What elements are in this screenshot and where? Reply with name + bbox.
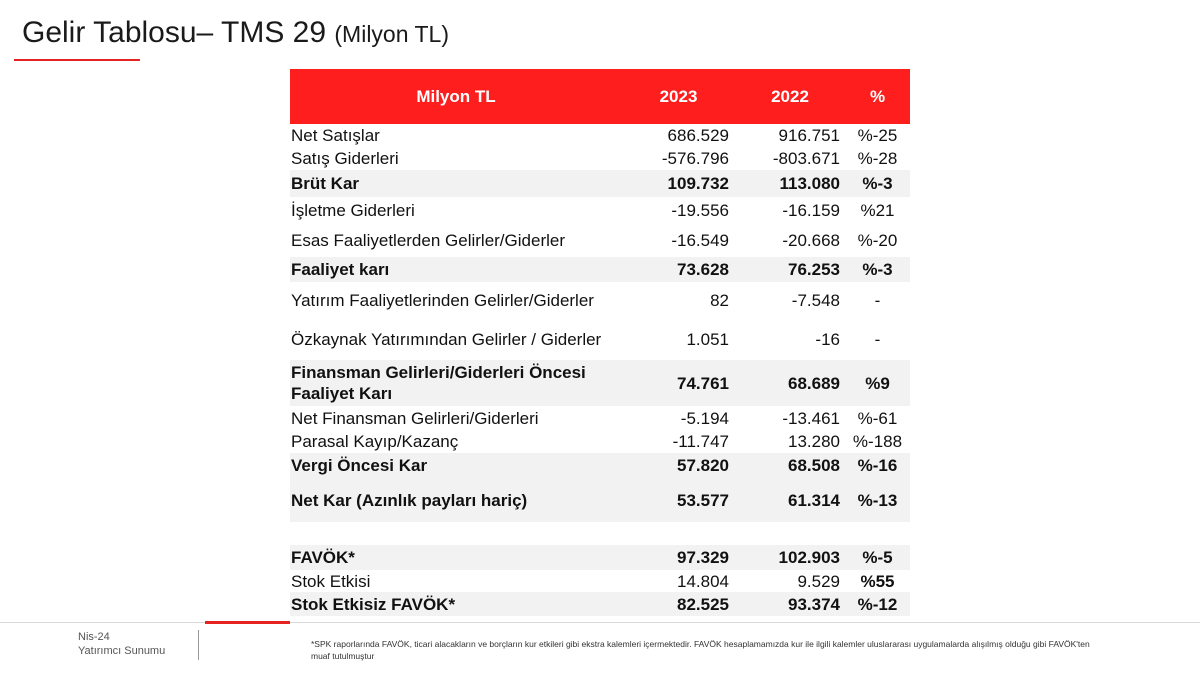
- value-2023: 14.804: [677, 571, 729, 591]
- value-2023: 74.761: [622, 360, 735, 406]
- value-percent: %-3: [845, 257, 910, 282]
- value-2022: 61.314: [735, 478, 845, 522]
- value-percent: %-25: [857, 126, 898, 145]
- value-percent: %-13: [845, 478, 910, 522]
- table-row: [290, 224, 910, 257]
- header-percent: %: [845, 69, 910, 124]
- row-label: Net Finansman Gelirleri/Giderleri: [291, 408, 539, 428]
- page-title-unit: (Milyon TL): [334, 21, 449, 47]
- value-2022: -13.461: [782, 408, 840, 428]
- value-2023: -5.194: [680, 408, 729, 428]
- value-2023: -16.549: [671, 231, 729, 250]
- table-body: [290, 124, 910, 616]
- value-2022: 113.080: [735, 170, 845, 197]
- income-statement-table: [290, 69, 910, 616]
- value-percent: %-28: [857, 149, 898, 168]
- value-2022: -803.671: [772, 149, 840, 168]
- value-percent: %-16: [845, 453, 910, 478]
- row-label: Parasal Kayıp/Kazanç: [291, 432, 459, 451]
- value-2023: [622, 522, 735, 545]
- value-2022: 916.751: [778, 126, 840, 145]
- row-label: Stok Etkisi: [291, 571, 371, 591]
- row-label: Brüt Kar: [290, 170, 622, 197]
- table-row: [290, 360, 910, 406]
- value-2022: -20.668: [782, 231, 840, 250]
- value-percent: %-5: [845, 545, 910, 570]
- table-row: [290, 545, 910, 570]
- table-row: [290, 147, 910, 170]
- footer-date: Nis-24: [78, 631, 110, 643]
- table-row: [290, 319, 910, 360]
- value-2022: 76.253: [735, 257, 845, 282]
- table-row: [290, 197, 910, 224]
- page-title: [22, 16, 449, 50]
- value-2023: -19.556: [671, 201, 729, 220]
- value-2023: -576.796: [661, 149, 729, 168]
- row-label: Satış Giderleri: [291, 149, 399, 168]
- row-label: [290, 522, 622, 545]
- table-row: [290, 592, 910, 616]
- header-2022: 2022: [735, 69, 845, 124]
- value-2023: 109.732: [622, 170, 735, 197]
- footer-divider: [0, 622, 1200, 623]
- row-label: Faaliyet karı: [290, 257, 622, 282]
- value-2022: 93.374: [735, 592, 845, 616]
- value-percent: %-12: [845, 592, 910, 616]
- row-label: FAVÖK*: [290, 545, 622, 570]
- header-label: Milyon TL: [290, 69, 622, 124]
- value-percent: [845, 522, 910, 545]
- value-2022: 13.280: [788, 432, 840, 451]
- row-label: Vergi Öncesi Kar: [290, 453, 622, 478]
- row-label: Net Kar (Azınlık payları hariç): [290, 478, 622, 522]
- value-2022: 68.508: [735, 453, 845, 478]
- value-percent: %-3: [845, 170, 910, 197]
- value-2023: 57.820: [622, 453, 735, 478]
- value-2023: 1.051: [686, 330, 729, 349]
- value-percent: %-188: [852, 432, 903, 451]
- value-2023: 73.628: [622, 257, 735, 282]
- row-label: Finansman Gelirleri/Giderleri Öncesi Faaliyet Karı: [290, 360, 622, 406]
- footer-info: [78, 630, 165, 658]
- row-label: Net Satışlar: [291, 126, 380, 145]
- value-2023: 686.529: [667, 126, 729, 145]
- value-2023: 97.329: [622, 545, 735, 570]
- table-row: [290, 478, 910, 522]
- value-2023: -11.747: [672, 432, 729, 451]
- value-percent: %-61: [857, 408, 898, 428]
- value-2023: 82: [710, 291, 729, 310]
- row-label: Stok Etkisiz FAVÖK*: [290, 592, 622, 616]
- row-label: İşletme Giderleri: [291, 201, 415, 220]
- value-2022: 68.689: [735, 360, 845, 406]
- value-percent: -: [874, 291, 881, 310]
- row-label: Özkaynak Yatırımından Gelirler / Giderler: [291, 330, 602, 349]
- value-2022: -16: [815, 330, 840, 349]
- footer-presentation: Yatırımcı Sunumu: [78, 645, 166, 657]
- value-percent: %9: [845, 360, 910, 406]
- value-percent: %55: [860, 571, 895, 591]
- table-row: [290, 430, 910, 453]
- value-2022: [735, 522, 845, 545]
- table-row: [290, 282, 910, 319]
- table-row: [290, 406, 910, 430]
- value-2022: -7.548: [791, 291, 840, 310]
- table-row: [290, 453, 910, 478]
- footnote: *SPK raporlarında FAVÖK, ticari alacakların ve borçların kur etkileri gibi ekstra kalemleri içermektedir. FAVÖK hesaplamamızda kur ile ilgili kalemler uluslararası uygulamalarda alışılmış olduğu gibi FAVÖK'ten muaf tutulmuştur: [311, 639, 1090, 661]
- value-percent: %21: [860, 201, 895, 220]
- footer-accent-bar: [205, 621, 290, 624]
- table-row: [290, 124, 910, 147]
- value-2022: 102.903: [735, 545, 845, 570]
- row-label: Esas Faaliyetlerden Gelirler/Giderler: [291, 231, 565, 250]
- value-2023: 53.577: [622, 478, 735, 522]
- page-title-main: Gelir Tablosu– TMS 29: [22, 16, 327, 49]
- row-label: Yatırım Faaliyetlerinden Gelirler/Giderler: [291, 291, 594, 310]
- value-percent: %-20: [857, 231, 898, 250]
- value-2022: 9.529: [797, 571, 840, 591]
- title-underline: [14, 59, 140, 61]
- value-2022: -16.159: [782, 201, 840, 220]
- footer-separator: [198, 630, 199, 660]
- table-row: [290, 257, 910, 282]
- value-2023: 82.525: [622, 592, 735, 616]
- table-row: [290, 570, 910, 592]
- value-percent: -: [874, 330, 881, 349]
- header-2023: 2023: [622, 69, 735, 124]
- table-row: [290, 170, 910, 197]
- table-header-row: [290, 69, 910, 124]
- table-row: [290, 522, 910, 545]
